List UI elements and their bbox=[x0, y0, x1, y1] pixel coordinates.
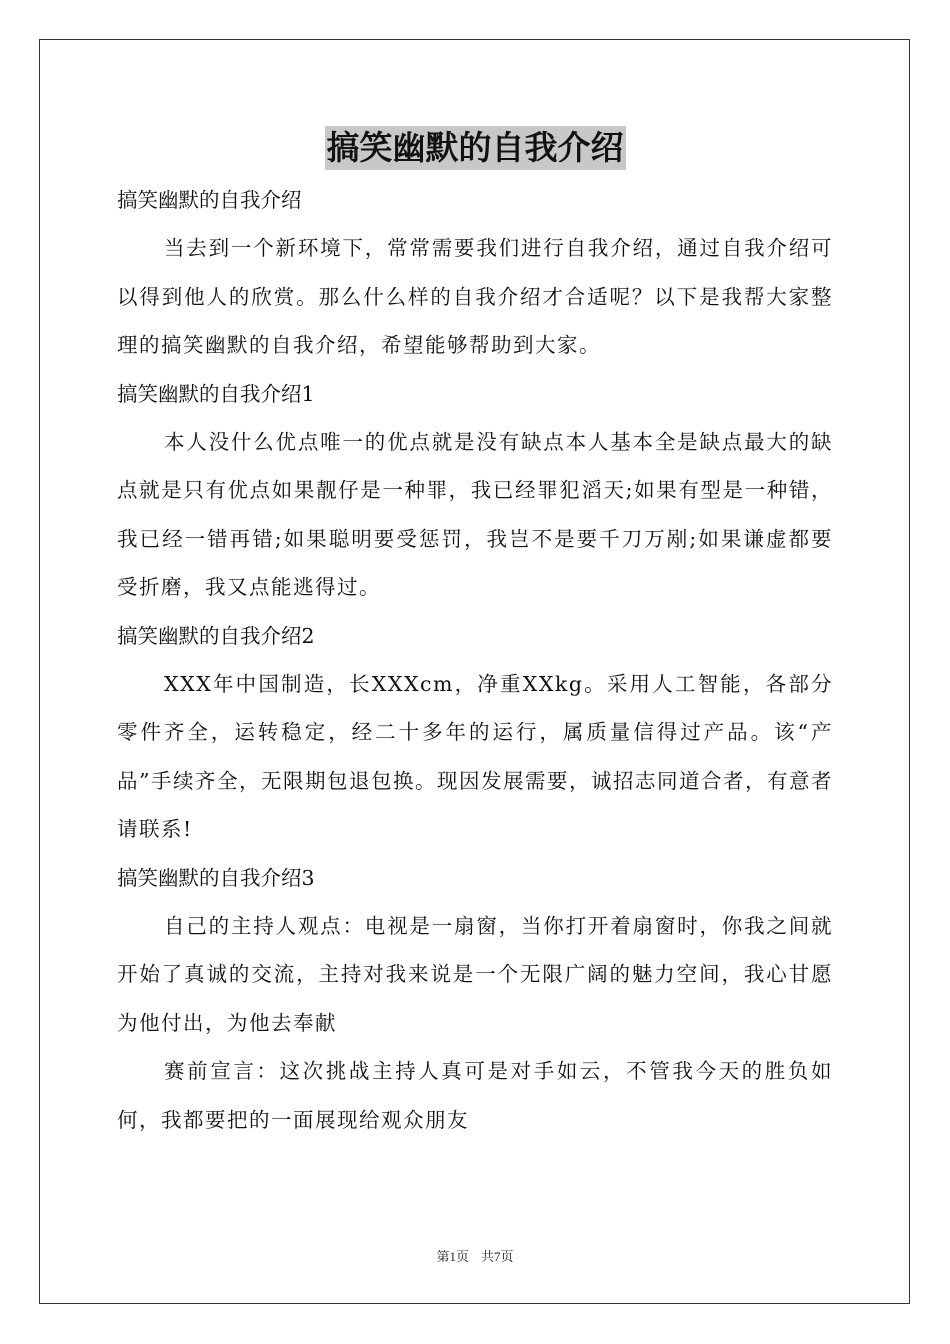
section-heading: 搞笑幽默的自我介绍3 bbox=[117, 865, 315, 890]
section-heading: 搞笑幽默的自我介绍1 bbox=[117, 381, 315, 406]
section-heading: 搞笑幽默的自我介绍 bbox=[117, 188, 302, 212]
page-footer bbox=[0, 1246, 950, 1265]
document-body bbox=[117, 176, 833, 1144]
page-total: 共7页 bbox=[481, 1249, 514, 1264]
paragraph: 本人没什么优点唯一的优点就是没有缺点本人基本全是缺点最大的缺点就是只有优点如果靓仔是一种罪，我已经罪犯滔天;如果有型是一种错，我已经一错再错;如果聪明要受惩罚，我岂不是要千刀万剐;如果谦虚都要受折磨，我又点能逃得过。 bbox=[117, 429, 833, 599]
section-heading: 搞笑幽默的自我介绍2 bbox=[117, 623, 315, 648]
paragraph: 赛前宣言：这次挑战主持人真可是对手如云，不管我今天的胜负如何，我都要把的一面展现给观众朋友 bbox=[117, 1059, 833, 1132]
paragraph: XXX年中国制造，长XXXcm，净重XXkg。采用人工智能，各部分零件齐全，运转稳定，经二十多年的运行，属质量信得过产品。该“产品”手续齐全，无限期包退包换。现因发展需要，诚招志同道合者，有意者请联系! bbox=[117, 671, 833, 841]
title-area bbox=[0, 126, 950, 170]
page-number: 第1页 bbox=[436, 1249, 469, 1264]
paragraph: 当去到一个新环境下，常常需要我们进行自我介绍，通过自我介绍可以得到他人的欣赏。那么什么样的自我介绍才合适呢？以下是我帮大家整理的搞笑幽默的自我介绍，希望能够帮助到大家。 bbox=[117, 236, 833, 357]
document-title: 搞笑幽默的自我介绍 bbox=[325, 126, 626, 170]
paragraph: 自己的主持人观点：电视是一扇窗，当你打开着扇窗时，你我之间就开始了真诚的交流，主持对我来说是一个无限广阔的魅力空间，我心甘愿为他付出，为他去奉献 bbox=[117, 913, 833, 1035]
